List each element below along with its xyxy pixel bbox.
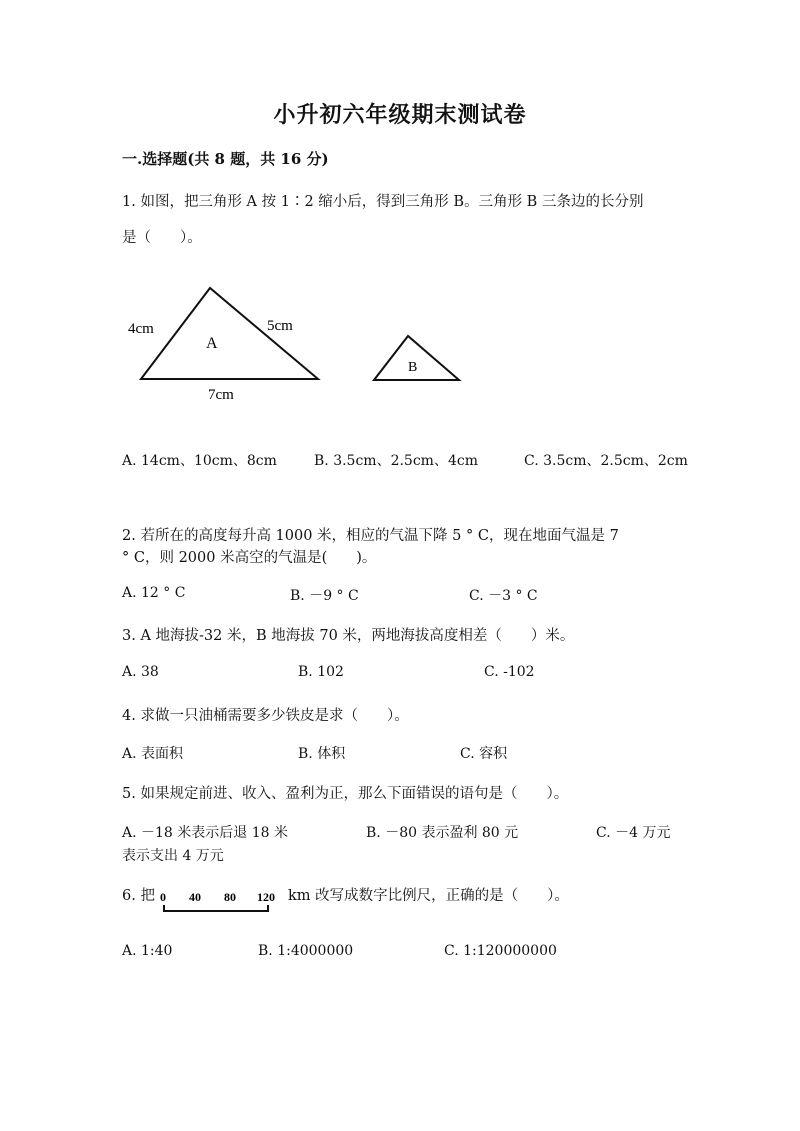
triangle-a-left-label: 4cm bbox=[128, 321, 154, 337]
triangle-a-right-label: 5cm bbox=[267, 318, 293, 334]
q6-option-b: B. 1:4000000 bbox=[258, 943, 354, 959]
q5-option-b: B. －80 表示盈利 80 元 bbox=[366, 825, 519, 841]
question-4-text: 4. 求做一只油桶需要多少铁皮是求（ ）。 bbox=[122, 708, 409, 724]
section-heading: 一.选择题(共 8 题，共 16 分) bbox=[122, 150, 329, 168]
question-5-text: 5. 如果规定前进、收入、盈利为正，那么下面错误的语句是（ ）。 bbox=[122, 786, 569, 802]
question-6-text: km 改写成数字比例尺，正确的是（ ）。 bbox=[288, 888, 569, 904]
q4-option-c: C. 容积 bbox=[460, 746, 508, 762]
question-6-prefix: 6. 把 bbox=[122, 888, 155, 904]
question-2-text-cont: ° C，则 2000 米高空的气温是( )。 bbox=[122, 550, 377, 566]
triangle-b-label: B bbox=[408, 360, 418, 375]
question-2-text: 2. 若所在的高度每升高 1000 米，相应的气温下降 5 ° C，现在地面气温是 7 bbox=[122, 528, 619, 544]
q6-option-a: A. 1:40 bbox=[122, 943, 173, 959]
q2-option-c: C. －3 ° C bbox=[469, 588, 538, 604]
scale-tick-label-0: 0 bbox=[160, 890, 166, 904]
triangle-a-bottom-label: 7cm bbox=[208, 387, 234, 403]
q4-option-a: A. 表面积 bbox=[122, 746, 184, 762]
question-3-text: 3. A 地海拔-32 米，B 地海拔 70 米，两地海拔高度相差（ ）米。 bbox=[122, 628, 575, 644]
scale-tick-label-40: 40 bbox=[189, 890, 201, 904]
q2-option-a: A. 12 ° C bbox=[122, 585, 186, 601]
q3-option-c: C. -102 bbox=[484, 664, 535, 680]
q5-option-c-cont: 表示支出 4 万元 bbox=[122, 848, 224, 864]
q5-option-c: C. －4 万元 bbox=[596, 825, 671, 841]
triangle-a-label: A bbox=[206, 335, 218, 352]
q2-option-b: B. －9 ° C bbox=[290, 588, 359, 604]
q1-option-a: A. 14cm、10cm、8cm bbox=[122, 453, 277, 469]
scale-bar bbox=[156, 886, 286, 916]
q4-option-b: B. 体积 bbox=[298, 746, 346, 762]
q1-option-b: B. 3.5cm、2.5cm、4cm bbox=[314, 453, 478, 469]
q6-option-c: C. 1:120000000 bbox=[444, 943, 557, 959]
q3-option-b: B. 102 bbox=[298, 664, 344, 680]
triangle-figure bbox=[120, 280, 480, 410]
scale-tick-label-80: 80 bbox=[224, 890, 236, 904]
question-1-text-cont: 是（ ）。 bbox=[122, 230, 202, 246]
q5-option-a: A. －18 米表示后退 18 米 bbox=[122, 825, 288, 841]
q1-option-c: C. 3.5cm、2.5cm、2cm bbox=[524, 453, 688, 469]
q3-option-a: A. 38 bbox=[122, 664, 159, 680]
question-1-text: 1. 如图，把三角形 A 按 1∶2 缩小后，得到三角形 B。三角形 B 三条边的长分别 bbox=[122, 194, 644, 210]
page-title: 小升初六年级期末测试卷 bbox=[273, 102, 527, 128]
scale-tick-label-120: 120 bbox=[257, 890, 275, 904]
